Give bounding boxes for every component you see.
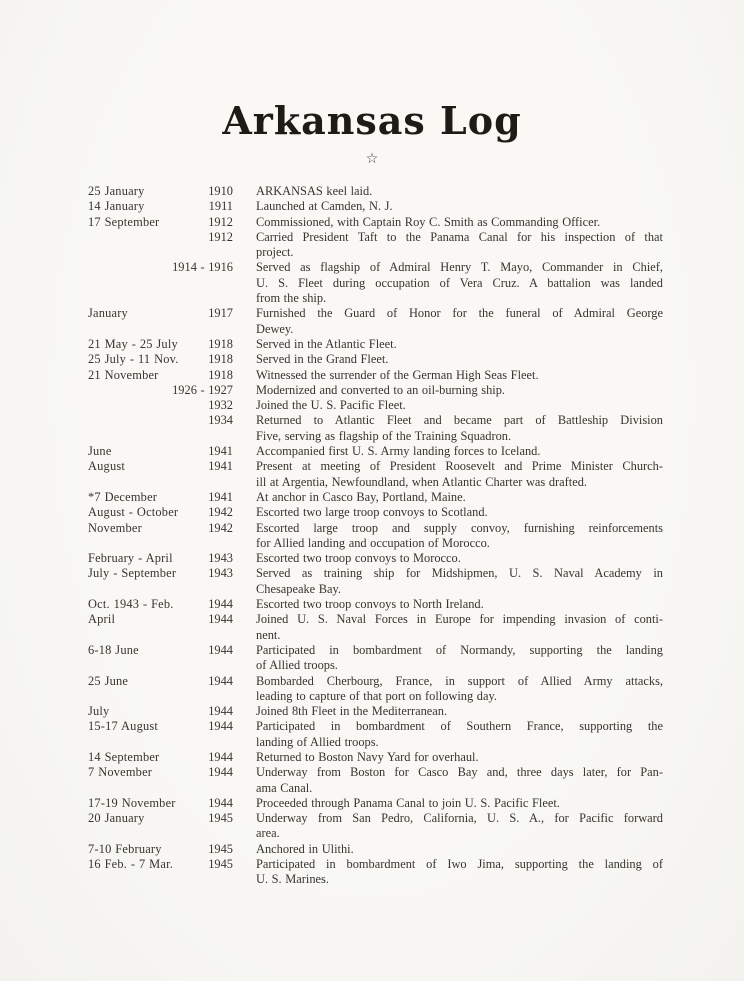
entry-date: *7 December: [88, 489, 158, 504]
entry-year: 1944: [208, 597, 233, 612]
entry-date: 6-18 June: [88, 642, 139, 657]
entry-year: 1943: [208, 551, 233, 566]
entry-date: July: [88, 704, 110, 719]
description-line: Returned to Boston Navy Yard for overhaul.: [256, 749, 479, 764]
entry-date: February - April: [88, 551, 173, 566]
entry-year: 1910: [208, 184, 233, 198]
description-line: Served in the Grand Fleet.: [256, 352, 389, 367]
description-line: for Allied landing and occupation of Morocco.: [256, 535, 490, 550]
description-line: Participated in bombardment of Southern France, supporting the: [256, 719, 663, 734]
description-line: Accompanied first U. S. Army landing forces to Iceland.: [256, 444, 541, 459]
entry-date: June: [88, 444, 112, 459]
entry-year: 1941: [208, 444, 233, 459]
description-line: ama Canal.: [256, 780, 313, 795]
entry-description: [233, 811, 663, 842]
log-entry: [88, 260, 663, 306]
description-line: Returned to Atlantic Fleet and became part of Battleship Division: [256, 413, 663, 428]
entry-description: [233, 184, 663, 199]
entry-date: 14 January: [88, 199, 145, 214]
entry-description: [233, 566, 663, 597]
description-line: Joined 8th Fleet in the Mediterranean.: [256, 704, 448, 719]
log-entry: [88, 306, 663, 337]
entry-date: August - October: [88, 505, 179, 520]
description-line: ill at Argentia, Newfoundland, when Atlantic Charter was drafted.: [256, 474, 587, 489]
description-line: project.: [256, 245, 294, 260]
description-line: Served as flagship of Admiral Henry T. Mayo, Commander in Chief,: [256, 260, 663, 275]
entry-year: 1944: [208, 749, 233, 764]
entry-year: 1918: [208, 367, 233, 382]
log-entry: [88, 352, 663, 367]
log-entry: [88, 566, 663, 597]
description-line: nent.: [256, 627, 281, 642]
entry-date: 7-10 February: [88, 841, 162, 856]
entry-description: [233, 398, 663, 413]
entry-year: 1943: [208, 566, 233, 581]
entry-description: [233, 719, 663, 750]
log-entry: [88, 337, 663, 352]
entry-year: 1917: [208, 306, 233, 321]
entry-year: 1944: [208, 704, 233, 719]
entry-year: 1944: [208, 795, 233, 810]
entry-year: 1934: [208, 413, 233, 428]
entry-date: 17 September: [88, 214, 160, 229]
description-line: Present at meeting of President Roosevelt and Prime Minister Church-: [256, 459, 663, 474]
description-line: Five, serving as flagship of the Training Squadron.: [256, 428, 512, 443]
description-line: U. S. Fleet during occupation of Vera Cruz. A battalion was landed: [256, 275, 663, 290]
log-entry: [88, 490, 663, 505]
entry-date: July - September: [88, 566, 177, 581]
entry-year: 1942: [208, 520, 233, 535]
entry-year: 1912: [208, 214, 233, 229]
log-entry: [88, 765, 663, 796]
description-line: Participated in bombardment of Iwo Jima, supporting the landing of: [256, 857, 663, 872]
entry-description: [233, 857, 663, 888]
description-line: Escorted large troop and supply convoy, furnishing reinforcements: [256, 520, 663, 535]
entry-description: [233, 337, 663, 352]
description-line: Served in the Atlantic Fleet.: [256, 336, 397, 351]
log-entry: [88, 505, 663, 520]
entry-description: [233, 368, 663, 383]
description-line: Participated in bombardment of Normandy, supporting the landing: [256, 642, 663, 657]
description-line: Chesapeake Bay.: [256, 581, 342, 596]
log-entry: [88, 719, 663, 750]
log-entry: [88, 215, 663, 230]
description-line: Carried President Taft to the Panama Canal for his inspection of that: [256, 229, 663, 244]
entry-description: [233, 505, 663, 520]
entry-year: 1911: [208, 199, 233, 214]
description-line: Launched at Camden, N. J.: [256, 199, 393, 214]
entry-description: [233, 383, 663, 398]
entry-date: 21 November: [88, 367, 159, 382]
entry-year: 1944: [208, 642, 233, 657]
log-entry: [88, 857, 663, 888]
entry-date: August: [88, 459, 125, 474]
log-entry: [88, 444, 663, 459]
description-line: Joined U. S. Naval Forces in Europe for impending invasion of conti-: [256, 612, 663, 627]
entry-description: [233, 643, 663, 674]
description-line: from the ship.: [256, 291, 327, 306]
log-entry: [88, 413, 663, 444]
entry-description: [233, 674, 663, 705]
entry-description: [233, 597, 663, 612]
description-line: Furnished the Guard of Honor for the funeral of Admiral George: [256, 306, 663, 321]
description-line: U. S. Marines.: [256, 872, 329, 887]
log-entry: [88, 521, 663, 552]
entry-description: [233, 444, 663, 459]
entry-date: November: [88, 520, 142, 535]
log-entry: [88, 811, 663, 842]
entry-description: [233, 842, 663, 857]
entry-description: [233, 199, 663, 214]
entry-description: [233, 413, 663, 444]
description-line: Proceeded through Panama Canal to join U. S. Pacific Fleet.: [256, 795, 560, 810]
log-entry: [88, 459, 663, 490]
log-entry: [88, 597, 663, 612]
entry-date: 25 January: [88, 184, 145, 198]
log-entry: [88, 184, 663, 199]
log-entry: [88, 612, 663, 643]
description-line: Anchored in Ulithi.: [256, 841, 354, 856]
log-entry: [88, 383, 663, 398]
log-entry: [88, 750, 663, 765]
description-line: Underway from Boston for Casco Bay and, three days later, for Pan-: [256, 765, 663, 780]
entry-year: 1945: [208, 857, 233, 872]
entry-date: 25 July - 11 Nov.: [88, 352, 179, 367]
entry-date: January: [88, 306, 128, 321]
entry-description: [233, 750, 663, 765]
entry-date: 17-19 November: [88, 795, 176, 810]
entry-date: 15-17 August: [88, 719, 159, 734]
description-line: landing of Allied troops.: [256, 734, 379, 749]
log-entry: [88, 368, 663, 383]
entry-year: 1926 - 1927: [172, 382, 233, 397]
entry-description: [233, 459, 663, 490]
entry-date: April: [88, 612, 116, 627]
description-line: At anchor in Casco Bay, Portland, Maine.: [256, 489, 466, 504]
description-line: area.: [256, 826, 280, 841]
entry-year: 1918: [208, 352, 233, 367]
entry-date: Oct. 1943 - Feb.: [88, 597, 174, 612]
entry-year: 1942: [208, 505, 233, 520]
entry-year: 1944: [208, 765, 233, 780]
entry-year: 1912: [208, 229, 233, 244]
description-line: Witnessed the surrender of the German High Seas Fleet.: [256, 367, 539, 382]
description-line: Escorted two troop convoys to North Ireland.: [256, 597, 484, 612]
log-entry: [88, 199, 663, 214]
description-line: Escorted two troop convoys to Morocco.: [256, 551, 461, 566]
log-entry: [88, 704, 663, 719]
description-line: Joined the U. S. Pacific Fleet.: [256, 398, 406, 413]
log-entry: [88, 230, 663, 261]
description-line: of Allied troops.: [256, 658, 338, 673]
entry-date: 21 May - 25 July: [88, 336, 178, 351]
entry-description: [233, 612, 663, 643]
log-entries: [88, 184, 663, 888]
entry-year: 1945: [208, 811, 233, 826]
description-line: leading to capture of that port on following day.: [256, 688, 497, 703]
entry-year: 1941: [208, 489, 233, 504]
description-line: ARKANSAS keel laid.: [256, 184, 373, 198]
log-entry: [88, 551, 663, 566]
entry-date: 7 November: [88, 765, 153, 780]
entry-date: 25 June: [88, 673, 129, 688]
entry-description: [233, 230, 663, 261]
entry-year: 1932: [208, 398, 233, 413]
entry-date: 20 January: [88, 811, 145, 826]
entry-description: [233, 765, 663, 796]
entry-year: 1944: [208, 612, 233, 627]
entry-description: [233, 490, 663, 505]
entry-description: [233, 796, 663, 811]
entry-year: 1941: [208, 459, 233, 474]
log-entry: [88, 796, 663, 811]
entry-description: [233, 704, 663, 719]
entry-description: [233, 521, 663, 552]
entry-description: [233, 215, 663, 230]
entry-description: [233, 306, 663, 337]
description-line: Escorted two large troop convoys to Scotland.: [256, 505, 488, 520]
entry-date: 16 Feb. - 7 Mar.: [88, 857, 174, 872]
entry-year: 1944: [208, 719, 233, 734]
page-title: Arkansas Log: [222, 98, 522, 143]
description-line: Modernized and converted to an oil-burning ship.: [256, 382, 506, 397]
entry-year: 1945: [208, 841, 233, 856]
log-entry: [88, 674, 663, 705]
entry-year: 1914 - 1916: [172, 260, 233, 275]
entry-date: 14 September: [88, 749, 160, 764]
log-entry: [88, 398, 663, 413]
description-line: Commissioned, with Captain Roy C. Smith as Commanding Officer.: [256, 214, 601, 229]
description-line: Underway from San Pedro, California, U. S. A., for Pacific forward: [256, 811, 663, 826]
entry-year: 1918: [208, 336, 233, 351]
entry-description: [233, 352, 663, 367]
entry-description: [233, 260, 663, 306]
entry-year: 1944: [208, 673, 233, 688]
log-entry: [88, 643, 663, 674]
description-line: Bombarded Cherbourg, France, in support of Allied Army attacks,: [256, 673, 663, 688]
log-entry: [88, 842, 663, 857]
entry-description: [233, 551, 663, 566]
description-line: Served as training ship for Midshipmen, U. S. Naval Academy in: [256, 566, 663, 581]
description-line: Dewey.: [256, 321, 294, 336]
star-icon: ☆: [365, 151, 379, 167]
